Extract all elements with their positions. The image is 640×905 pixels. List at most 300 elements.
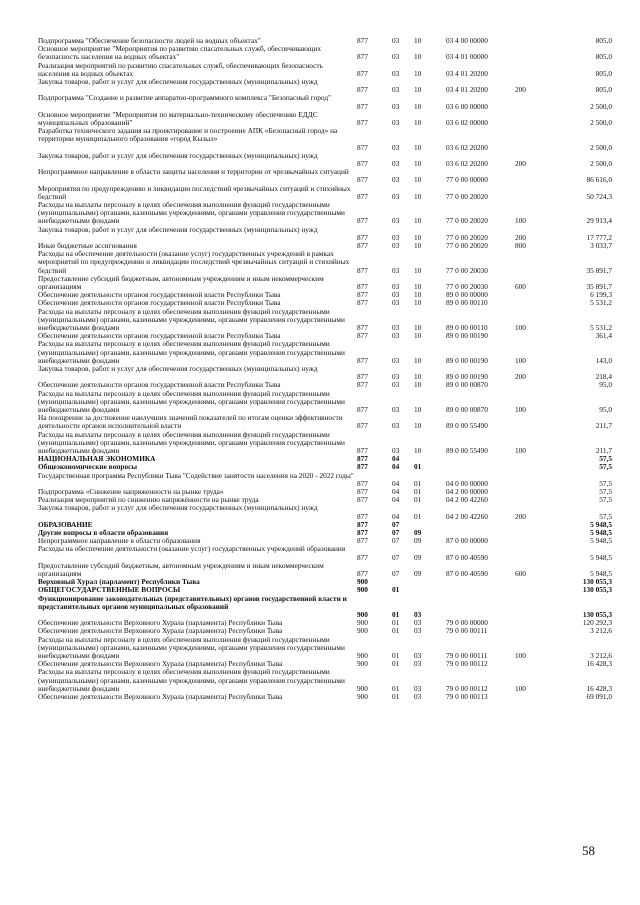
row-amount: 2 500,0 <box>590 158 612 168</box>
target-article-code: 79 0 00 00112 <box>446 683 488 693</box>
row-name: Закупка товаров, работ и услуг для обеспечения государственных (муниципальных) нужд <box>38 364 318 373</box>
target-article-code: 03 4 01 20200 <box>446 85 488 95</box>
row-name: Расходы на обеспечение деятельности (оказание услуг) государственных учреждений в рамках мероприятий по предупреждению и ликвидации последствий чрезвычайных ситуаций и стихийных бедствий <box>38 249 350 275</box>
target-article-code: 79 0 00 00000 <box>446 618 488 628</box>
row-amount: 17 777,2 <box>586 232 612 242</box>
row-amount: 6 199,3 <box>590 290 612 300</box>
admin-code: 877 <box>357 331 368 341</box>
admin-code: 900 <box>357 659 368 669</box>
section-code: 07 <box>392 528 400 537</box>
target-article-code: 77 0 00 20020 <box>446 241 488 250</box>
table-row <box>0 414 640 430</box>
section-code: 01 <box>392 609 400 619</box>
section-code: 07 <box>392 536 400 546</box>
admin-code: 877 <box>357 552 368 562</box>
admin-code: 900 <box>357 683 368 693</box>
target-article-code: 89 0 00 00190 <box>446 372 488 382</box>
row-name: Предоставление субсидий бюджетным, автономным учреждениям и иным некоммерческим организациям <box>38 560 324 578</box>
row-amount: 5 948,5 <box>590 552 612 562</box>
section-code: 04 <box>392 454 400 464</box>
admin-code: 877 <box>357 52 368 62</box>
row-amount: 57,5 <box>599 495 612 505</box>
subsection-code: 10 <box>414 445 422 455</box>
subsection-code: 01 <box>414 462 422 472</box>
subsection-code: 09 <box>414 568 422 578</box>
section-code: 03 <box>392 85 400 95</box>
target-article-code: 03 4 01 00000 <box>446 52 488 62</box>
subsection-code: 01 <box>414 487 422 496</box>
subsection-code: 03 <box>414 659 422 669</box>
row-amount: 3 212,6 <box>590 650 612 660</box>
expense-type-code: 800 <box>515 241 526 250</box>
subsection-code: 01 <box>414 511 422 521</box>
row-amount: 2 500,0 <box>590 117 612 127</box>
subsection-code: 10 <box>414 404 422 414</box>
section-code: 03 <box>392 68 400 78</box>
expense-type-code: 600 <box>515 281 526 291</box>
row-name: Иные бюджетные ассигнования <box>38 241 137 250</box>
target-article-code: 79 0 00 00111 <box>446 626 488 636</box>
target-article-code: 04 2 00 00000 <box>446 487 488 496</box>
row-amount: 16 428,3 <box>586 659 612 669</box>
table-row <box>0 545 640 561</box>
target-article-code: 03 6 02 20200 <box>446 142 488 152</box>
subsection-code: 03 <box>414 626 422 636</box>
admin-code: 877 <box>357 117 368 127</box>
expense-type-code: 200 <box>515 372 526 382</box>
row-amount: 211,7 <box>595 445 612 455</box>
table-row <box>0 226 640 242</box>
row-amount: 57,5 <box>599 487 612 496</box>
target-article-code: 87 0 00 40590 <box>446 552 488 562</box>
section-code: 03 <box>392 404 400 414</box>
target-article-code: 89 0 00 00190 <box>446 355 488 365</box>
subsection-code: 10 <box>414 372 422 382</box>
subsection-code: 10 <box>414 380 422 390</box>
subsection-code: 10 <box>414 117 422 127</box>
section-code: 03 <box>392 36 400 45</box>
admin-code: 877 <box>357 216 368 226</box>
table-row <box>0 668 640 693</box>
row-name: Закупка товаров, работ и услуг для обеспечения государственных (муниципальных) нужд <box>38 150 318 160</box>
table-row <box>0 308 640 333</box>
target-article-code: 03 6 00 00000 <box>446 101 488 111</box>
row-amount: 130 055,3 <box>582 577 612 587</box>
expense-type-code: 200 <box>515 511 526 521</box>
subsection-code: 10 <box>414 290 422 300</box>
section-code: 03 <box>392 355 400 365</box>
row-name: Обеспечение деятельности органов государственной власти Республики Тыва <box>38 298 281 308</box>
row-name: Обеспечение деятельности органов государственной власти Республики Тыва <box>38 331 281 341</box>
row-name: Обеспечение деятельности Верховного Хурала (парламента) Республики Тыва <box>38 659 283 669</box>
row-amount: 57,5 <box>599 478 612 488</box>
table-row <box>0 365 640 381</box>
admin-code: 877 <box>357 536 368 546</box>
row-name: Непрограммное направление в области защиты населения и территории от чрезвычайных ситуаций <box>38 167 349 177</box>
target-article-code: 77 0 00 20020 <box>446 216 488 226</box>
target-article-code: 77 0 00 20020 <box>446 232 488 242</box>
row-amount: 805,0 <box>595 36 612 45</box>
subsection-code: 03 <box>414 609 422 619</box>
expense-type-code: 600 <box>515 568 526 578</box>
row-name: Другие вопросы в области образования <box>38 528 169 537</box>
admin-code: 900 <box>357 577 368 587</box>
row-amount: 143,0 <box>595 355 612 365</box>
admin-code: 877 <box>357 528 368 537</box>
subsection-code: 09 <box>414 528 422 537</box>
subsection-code: 10 <box>414 421 422 431</box>
expense-type-code: 200 <box>515 232 526 242</box>
section-code: 01 <box>392 626 400 636</box>
row-name: Закупка товаров, работ и услуг для обеспечения государственных (муниципальных) нужд <box>38 503 318 513</box>
row-name: Общеэкономические вопросы <box>38 462 138 472</box>
subsection-code: 10 <box>414 265 422 275</box>
section-code: 01 <box>392 618 400 628</box>
section-code: 03 <box>392 241 400 250</box>
admin-code: 877 <box>357 290 368 300</box>
admin-code: 877 <box>357 241 368 250</box>
admin-code: 900 <box>357 692 368 701</box>
subsection-code: 09 <box>414 552 422 562</box>
row-amount: 95,0 <box>599 380 612 390</box>
target-article-code: 89 0 00 00870 <box>446 404 488 414</box>
target-article-code: 89 0 00 55490 <box>446 445 488 455</box>
subsection-code: 03 <box>414 650 422 660</box>
subsection-code: 10 <box>414 232 422 242</box>
section-code: 03 <box>392 281 400 291</box>
table-row <box>0 111 640 127</box>
table-row <box>0 152 640 168</box>
expense-type-code: 100 <box>515 650 526 660</box>
section-code: 03 <box>392 191 400 201</box>
row-amount: 35 891,7 <box>586 281 612 291</box>
admin-code: 900 <box>357 618 368 628</box>
section-code: 04 <box>392 511 400 521</box>
admin-code: 877 <box>357 462 368 472</box>
table-row <box>0 78 640 94</box>
row-amount: 805,0 <box>595 52 612 62</box>
admin-code: 900 <box>357 626 368 636</box>
row-amount: 2 500,0 <box>590 142 612 152</box>
subsection-code: 10 <box>414 322 422 332</box>
target-article-code: 79 0 00 00113 <box>446 692 488 701</box>
admin-code: 900 <box>357 609 368 619</box>
table-row <box>0 693 640 701</box>
row-name: Государственная программа Республики Тыва "Содействие занятости населения на 2020 - 2022 годы" <box>38 470 354 480</box>
subsection-code: 10 <box>414 175 422 185</box>
target-article-code: 77 0 00 20030 <box>446 281 488 291</box>
admin-code: 877 <box>357 404 368 414</box>
row-amount: 5 948,5 <box>590 568 612 578</box>
expense-type-code: 100 <box>515 404 526 414</box>
row-amount: 50 724,3 <box>586 191 612 201</box>
row-amount: 130 055,3 <box>582 609 612 619</box>
target-article-code: 87 0 00 40590 <box>446 568 488 578</box>
subsection-code: 10 <box>414 52 422 62</box>
row-name: Обеспечение деятельности Верховного Хурала (парламента) Республики Тыва <box>38 618 283 628</box>
table-row <box>0 275 640 291</box>
target-article-code: 89 0 00 00000 <box>446 290 488 300</box>
row-amount: 805,0 <box>595 85 612 95</box>
admin-code: 877 <box>357 519 368 529</box>
section-code: 03 <box>392 142 400 152</box>
row-amount: 5 948,5 <box>590 536 612 546</box>
admin-code: 877 <box>357 68 368 78</box>
row-name: Реализация мероприятий по снижению напряжённости на рынке труда <box>38 495 259 505</box>
section-code: 03 <box>392 265 400 275</box>
section-code: 03 <box>392 52 400 62</box>
admin-code: 877 <box>357 175 368 185</box>
row-name: Обеспечение деятельности Верховного Хурала (парламента) Республики Тыва <box>38 626 283 636</box>
admin-code: 877 <box>357 298 368 308</box>
admin-code: 877 <box>357 85 368 95</box>
row-amount: 29 913,4 <box>586 216 612 226</box>
subsection-code: 10 <box>414 36 422 45</box>
row-name: На поощрение за достижение наилучших значений показателей по итогам оценки эффективности деятельности органов исполнительной власти <box>38 413 343 431</box>
row-amount: 16 428,3 <box>586 683 612 693</box>
table-row <box>0 250 640 275</box>
target-article-code: 87 0 00 00000 <box>446 536 488 546</box>
section-code: 01 <box>392 585 400 595</box>
section-code: 07 <box>392 519 400 529</box>
subsection-code: 10 <box>414 355 422 365</box>
subsection-code: 09 <box>414 536 422 546</box>
row-name: Функционирование законодательных (представительных) органов государственной власти и представительных органов муниципальных образований <box>38 593 347 611</box>
admin-code: 877 <box>357 191 368 201</box>
row-name: Обеспечение деятельности органов государственной власти Республики Тыва <box>38 380 281 390</box>
subsection-code: 10 <box>414 241 422 250</box>
expense-type-code: 100 <box>515 355 526 365</box>
subsection-code: 10 <box>414 191 422 201</box>
section-code: 04 <box>392 462 400 472</box>
row-amount: 805,0 <box>595 68 612 78</box>
row-name: Реализация мероприятий по развитию спасательных служб, обеспечивающих безопасность населения на водных объектах <box>38 60 323 78</box>
row-name: ОБРАЗОВАНИЕ <box>38 519 93 529</box>
admin-code: 877 <box>357 372 368 382</box>
row-amount: 3 212,6 <box>590 626 612 636</box>
admin-code: 877 <box>357 487 368 496</box>
target-article-code: 79 0 00 00112 <box>446 659 488 669</box>
admin-code: 877 <box>357 495 368 505</box>
subsection-code: 01 <box>414 478 422 488</box>
subsection-code: 01 <box>414 495 422 505</box>
section-code: 03 <box>392 372 400 382</box>
admin-code: 877 <box>357 454 368 464</box>
row-name: Расходы на выплаты персоналу в целях обеспечения выполнения функций государственными (муниципальными) органами, казенными учреждениями, органами управления государственными внебюджетными фондами <box>38 634 345 660</box>
section-code: 01 <box>392 683 400 693</box>
subsection-code: 10 <box>414 331 422 341</box>
expense-type-code: 100 <box>515 445 526 455</box>
row-name: Основное мероприятие "Мероприятия по развитию спасательных служб, обеспечивающих безопасность населения на водных объектах" <box>38 44 322 62</box>
table-row <box>0 431 640 456</box>
row-name: Расходы на выплаты персоналу в целях обеспечения выполнения функций государственными (муниципальными) органами, казенными учреждениями, органами управления государственными внебюджетными фондами <box>38 200 345 226</box>
subsection-code: 10 <box>414 101 422 111</box>
admin-code: 877 <box>357 158 368 168</box>
expense-type-code: 100 <box>515 683 526 693</box>
row-amount: 120 292,3 <box>582 618 612 628</box>
target-article-code: 77 0 00 20020 <box>446 191 488 201</box>
target-article-code: 89 0 00 00110 <box>446 322 488 332</box>
subsection-code: 03 <box>414 683 422 693</box>
target-article-code: 04 0 00 00000 <box>446 478 488 488</box>
subsection-code: 10 <box>414 142 422 152</box>
target-article-code: 03 6 02 00000 <box>446 117 488 127</box>
section-code: 03 <box>392 232 400 242</box>
row-name: Подпрограмма "Обеспечение безопасности людей на водных объектах" <box>38 36 261 45</box>
subsection-code: 10 <box>414 298 422 308</box>
expense-type-code: 200 <box>515 85 526 95</box>
row-amount: 5 531,2 <box>590 298 612 308</box>
section-code: 03 <box>392 158 400 168</box>
row-amount: 57,5 <box>599 511 612 521</box>
subsection-code: 03 <box>414 692 422 701</box>
expense-type-code: 200 <box>515 158 526 168</box>
section-code: 03 <box>392 117 400 127</box>
target-article-code: 79 0 00 00111 <box>446 650 488 660</box>
target-article-code: 03 4 01 20200 <box>446 68 488 78</box>
expense-type-code: 100 <box>515 322 526 332</box>
row-amount: 3 033,7 <box>590 241 612 250</box>
target-article-code: 89 0 00 00870 <box>446 380 488 390</box>
section-code: 03 <box>392 101 400 111</box>
row-amount: 5 948,5 <box>590 519 612 529</box>
target-article-code: 89 0 00 55490 <box>446 421 488 431</box>
row-amount: 5 531,2 <box>590 322 612 332</box>
row-name: Расходы на обеспечение деятельности (оказание услуг) государственных учреждений образования <box>38 544 346 554</box>
row-amount: 2 500,0 <box>590 101 612 111</box>
row-amount: 361,4 <box>595 331 612 341</box>
row-name: Непрограммное направление в области образования <box>38 536 201 546</box>
admin-code: 877 <box>357 421 368 431</box>
admin-code: 900 <box>357 585 368 595</box>
admin-code: 877 <box>357 380 368 390</box>
admin-code: 877 <box>357 36 368 45</box>
row-name: Расходы на выплаты персоналу в целях обеспечения выполнения функций государственными (муниципальными) органами, казенными учреждениями, органами управления государственными внебюджетными фондами <box>38 429 345 455</box>
subsection-code: 10 <box>414 85 422 95</box>
target-article-code: 03 6 02 20200 <box>446 158 488 168</box>
table-row <box>0 595 640 620</box>
target-article-code: 77 0 00 20030 <box>446 265 488 275</box>
section-code: 03 <box>392 331 400 341</box>
row-amount: 211,7 <box>595 421 612 431</box>
table-row <box>0 390 640 415</box>
table-row <box>0 168 640 184</box>
admin-code: 877 <box>357 265 368 275</box>
row-name: Расходы на выплаты персоналу в целях обеспечения выполнения функций государственными (муниципальными) органами, казенными учреждениями, органами управления государственными внебюджетными фондами <box>38 388 345 414</box>
row-name: Обеспечение деятельности Верховного Хурала (парламента) Республики Тыва <box>38 692 283 701</box>
row-name: Расходы на выплаты персоналу в целях обеспечения выполнения функций государственными (муниципальными) органами, казенными учреждениями, органами управления государственными внебюджетными фондами <box>38 667 345 693</box>
target-article-code: 04 2 00 42260 <box>446 495 488 505</box>
section-code: 03 <box>392 216 400 226</box>
admin-code: 877 <box>357 355 368 365</box>
row-name: ОБЩЕГОСУДАРСТВЕННЫЕ ВОПРОСЫ <box>38 585 181 595</box>
row-name: Расходы на выплаты персоналу в целях обеспечения выполнения функций государственными (муниципальными) органами, казенными учреждениями, органами управления государственными внебюджетными фондами <box>38 306 345 332</box>
row-name: Подпрограмма «Снижение напряженности на рынке труда» <box>38 487 224 496</box>
section-code: 07 <box>392 568 400 578</box>
table-row <box>0 185 640 201</box>
section-code: 01 <box>392 659 400 669</box>
table-row <box>0 201 640 226</box>
admin-code: 877 <box>357 478 368 488</box>
table-row <box>0 636 640 661</box>
section-code: 03 <box>392 322 400 332</box>
row-amount: 35 891,7 <box>586 265 612 275</box>
section-code: 03 <box>392 445 400 455</box>
table-row <box>0 62 640 78</box>
table-row <box>0 562 640 578</box>
subsection-code: 03 <box>414 618 422 628</box>
subsection-code: 10 <box>414 216 422 226</box>
section-code: 01 <box>392 650 400 660</box>
target-article-code: 04 2 00 42260 <box>446 511 488 521</box>
subsection-code: 10 <box>414 158 422 168</box>
admin-code: 877 <box>357 232 368 242</box>
section-code: 04 <box>392 478 400 488</box>
table-row <box>0 340 640 365</box>
admin-code: 877 <box>357 568 368 578</box>
admin-code: 877 <box>357 142 368 152</box>
section-code: 03 <box>392 380 400 390</box>
row-name: Расходы на выплаты персоналу в целях обеспечения выполнения функций государственными (муниципальными) органами, казенными учреждениями, органами управления государственными внебюджетными фондами <box>38 339 345 365</box>
admin-code: 877 <box>357 281 368 291</box>
row-amount: 95,0 <box>599 404 612 414</box>
row-name: Закупка товаров, работ и услуг для обеспечения государственных (муниципальных) нужд <box>38 77 318 86</box>
row-amount: 130 055,3 <box>582 585 612 595</box>
section-code: 07 <box>392 552 400 562</box>
target-article-code: 89 0 00 00110 <box>446 298 488 308</box>
row-amount: 57,5 <box>599 454 612 464</box>
expense-type-code: 100 <box>515 216 526 226</box>
row-name: Подпрограмма "Создание и развитие аппаратно-программного комплекса "Безопасный город" <box>38 93 332 103</box>
target-article-code: 89 0 00 00190 <box>446 331 488 341</box>
table-row <box>0 94 640 110</box>
section-code: 04 <box>392 495 400 505</box>
table-row <box>0 472 640 488</box>
section-code: 03 <box>392 175 400 185</box>
row-name: Основное мероприятие "Мероприятия по материально-техническому обеспечению ЕДДС муниципальных образований" <box>38 109 318 127</box>
admin-code: 877 <box>357 101 368 111</box>
row-name: Закупка товаров, работ и услуг для обеспечения государственных (муниципальных) нужд <box>38 224 318 234</box>
row-amount: 86 616,0 <box>586 175 612 185</box>
row-name: Мероприятия по предупреждению и ликвидации последствий чрезвычайных ситуаций и стихийных бедствий <box>38 183 351 201</box>
subsection-code: 10 <box>414 68 422 78</box>
table-row <box>0 45 640 61</box>
page-number: 58 <box>582 843 595 858</box>
target-article-code: 77 0 00 00000 <box>446 175 488 185</box>
row-name: Разработка технического задания на проектирование и построение АПК «Безопасный город» на территории муниципального образования «город Кызыл» <box>38 126 338 144</box>
row-amount: 5 948,5 <box>590 528 612 537</box>
row-amount: 57,5 <box>599 462 612 472</box>
section-code: 03 <box>392 298 400 308</box>
target-article-code: 03 4 00 00000 <box>446 36 488 45</box>
row-name: НАЦИОНАЛЬНАЯ ЭКОНОМИКА <box>38 454 156 464</box>
admin-code: 877 <box>357 322 368 332</box>
subsection-code: 10 <box>414 281 422 291</box>
row-name: Верховный Хурал (парламент) Республики Тыва <box>38 577 200 587</box>
section-code: 03 <box>392 421 400 431</box>
row-name: Обеспечение деятельности органов государственной власти Республики Тыва <box>38 290 281 300</box>
table-row <box>0 127 640 152</box>
admin-code: 877 <box>357 445 368 455</box>
row-name: Предоставление субсидий бюджетным, автономным учреждениям и иным некоммерческим организациям <box>38 273 324 291</box>
row-amount: 69 091,0 <box>586 692 612 701</box>
section-code: 04 <box>392 487 400 496</box>
section-code: 01 <box>392 692 400 701</box>
admin-code: 900 <box>357 650 368 660</box>
section-code: 03 <box>392 290 400 300</box>
table-row <box>0 504 640 520</box>
row-amount: 218,4 <box>595 372 612 382</box>
